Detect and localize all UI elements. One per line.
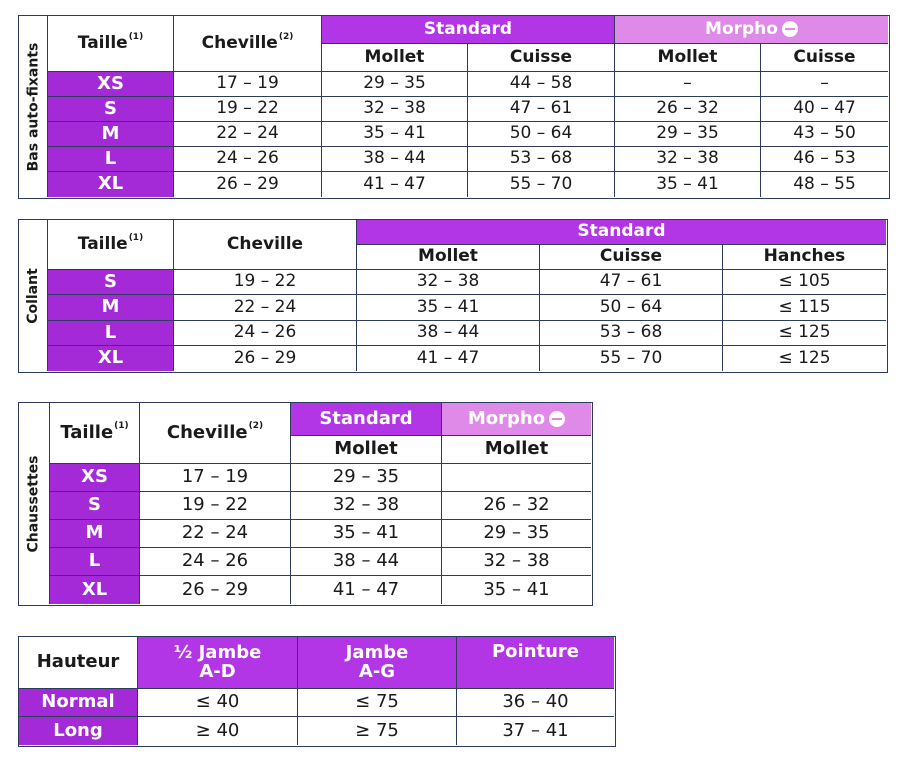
side-label-text: Bas auto-fixants (25, 42, 41, 171)
table-cell: 55 – 70 (468, 172, 615, 197)
table-cell: 38 – 44 (357, 321, 540, 346)
table-cell: 41 – 47 (322, 172, 468, 197)
header-cuisse: Cuisse (540, 245, 723, 270)
header-jambe: Jambe A-G (298, 637, 457, 689)
header-taille: Taille$^{(1)}$ (48, 220, 174, 270)
table-cell: 32 – 38 (291, 492, 442, 520)
table-cell: 37 – 41 (502, 719, 569, 741)
table-cell: 35 – 41 (615, 172, 761, 197)
row-label-long: Long (19, 717, 138, 745)
table-cell: 32 – 38 (322, 97, 468, 122)
table-cell: 29 – 35 (291, 464, 442, 492)
size-cell: L (50, 548, 140, 576)
header-std-mollet: Mollet (291, 436, 442, 464)
table-cell: 17 – 19 (140, 464, 291, 492)
table-cell: ≥ 75 (298, 717, 457, 745)
size-cell: L (48, 147, 174, 172)
size-cell: XL (48, 346, 174, 371)
table-cell: 41 – 47 (357, 346, 540, 371)
side-label-text: Collant (25, 267, 42, 324)
table-cell: ≤ 105 (723, 270, 886, 295)
size-cell: S (48, 97, 174, 122)
header-standard: Standard (322, 16, 615, 44)
table-cell: 26 – 32 (442, 492, 591, 520)
table-cell: ≤ 125 (723, 321, 886, 346)
table-cell: 55 – 70 (540, 346, 723, 371)
table-cell: 17 – 19 (174, 72, 322, 97)
header-cheville: Cheville$^{(2)}$ (140, 403, 291, 464)
header-standard: Standard (291, 403, 442, 436)
table-cell: 26 – 29 (174, 172, 322, 197)
table-cell: 24 – 26 (174, 147, 322, 172)
minus-circle-icon (782, 21, 798, 37)
row-label-normal: Normal (19, 689, 138, 717)
header-cheville: Cheville (174, 220, 357, 270)
header-morpho: Morpho (442, 403, 591, 436)
size-cell: XL (50, 576, 140, 604)
table-cell: 48 – 55 (793, 173, 856, 194)
table-cell: ≥ 40 (138, 717, 298, 745)
table-chaussettes (18, 402, 593, 606)
header-std-mollet: Mollet (322, 44, 468, 72)
header-morpho: Morpho (615, 16, 888, 44)
header-hanches: Hanches (723, 245, 886, 270)
side-label-bas (19, 16, 48, 197)
table-cell: 53 – 68 (540, 321, 723, 346)
table-hauteur (18, 636, 616, 747)
header-mor-mollet: Mollet (442, 436, 591, 464)
header-demi-jambe: ½ Jambe A-D (138, 637, 298, 689)
table-collant (18, 219, 888, 373)
table-cell: 22 – 24 (174, 295, 357, 321)
size-cell: XS (50, 464, 140, 492)
table-cell: 19 – 22 (174, 97, 322, 122)
table-cell: 38 – 44 (322, 147, 468, 172)
table-cell: 53 – 68 (468, 147, 615, 172)
header-std-cuisse: Cuisse (468, 44, 615, 72)
table-bas-auto-fixants (18, 15, 890, 199)
minus-circle-icon (549, 411, 565, 427)
table-cell: 35 – 41 (483, 578, 550, 600)
size-cell: M (48, 122, 174, 147)
table-cell: ≤ 75 (298, 689, 457, 717)
table-cell: 19 – 22 (174, 270, 357, 295)
table-cell: 35 – 41 (291, 520, 442, 548)
header-taille: Taille$^{(1)}$ (50, 403, 140, 464)
table-cell: ≤ 125 (778, 347, 831, 368)
table-cell: – (761, 72, 888, 97)
table-cell: 29 – 35 (322, 72, 468, 97)
side-label-text: Chaussettes (26, 454, 42, 553)
table-cell: 43 – 50 (761, 122, 888, 147)
table-cell: 26 – 29 (140, 576, 291, 604)
table-cell: 47 – 61 (468, 97, 615, 122)
header-mor-mollet: Mollet (615, 44, 761, 72)
side-label-chaussettes (19, 403, 50, 604)
header-cheville: Cheville$^{(2)}$ (174, 16, 322, 72)
table-cell: 38 – 44 (291, 548, 442, 576)
header-standard: Standard (357, 220, 886, 245)
header-hauteur: Hauteur (19, 637, 138, 689)
table-cell: 36 – 40 (457, 689, 614, 717)
size-cell: XS (48, 72, 174, 97)
table-cell: 32 – 38 (357, 270, 540, 295)
table-cell: 29 – 35 (615, 122, 761, 147)
table-cell: 50 – 64 (468, 122, 615, 147)
table-cell: 35 – 41 (357, 295, 540, 321)
table-cell: 22 – 24 (140, 520, 291, 548)
table-cell: 22 – 24 (174, 122, 322, 147)
table-cell: 41 – 47 (291, 576, 442, 604)
table-cell: 24 – 26 (140, 548, 291, 576)
table-cell: 29 – 35 (442, 520, 591, 548)
table-cell: 46 – 53 (761, 147, 888, 172)
size-cell: M (50, 520, 140, 548)
size-cell: XL (48, 172, 174, 197)
size-cell: S (50, 492, 140, 520)
table-cell: 32 – 38 (442, 548, 591, 576)
table-cell: ≤ 115 (723, 295, 886, 321)
table-cell: 40 – 47 (761, 97, 888, 122)
size-cell: L (48, 321, 174, 346)
table-cell: 32 – 38 (615, 147, 761, 172)
size-cell: S (48, 270, 174, 295)
table-cell: 24 – 26 (174, 321, 357, 346)
table-cell: 50 – 64 (540, 295, 723, 321)
header-mor-cuisse: Cuisse (761, 44, 888, 72)
table-cell (442, 464, 591, 492)
table-cell: 35 – 41 (322, 122, 468, 147)
header-pointure: Pointure (457, 637, 614, 689)
table-cell: 47 – 61 (540, 270, 723, 295)
table-cell: – (615, 72, 761, 97)
header-mollet: Mollet (357, 245, 540, 270)
table-cell: 26 – 32 (615, 97, 761, 122)
table-cell: 44 – 58 (468, 72, 615, 97)
header-taille: Taille$^{(1)}$ (48, 16, 174, 72)
table-cell: 26 – 29 (174, 346, 357, 371)
table-cell: 19 – 22 (140, 492, 291, 520)
side-label-collant (19, 220, 48, 371)
table-cell: ≤ 40 (138, 689, 298, 717)
size-cell: M (48, 295, 174, 321)
